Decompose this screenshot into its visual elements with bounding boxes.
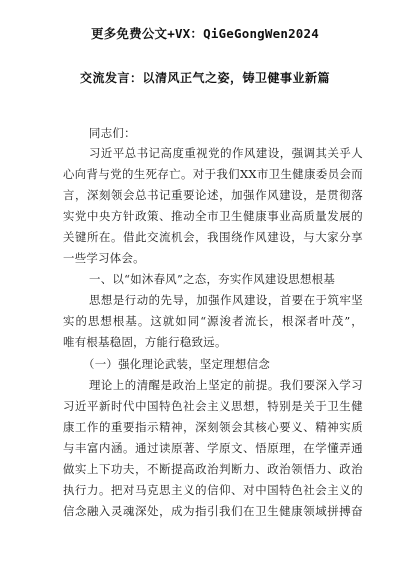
paragraph-line: 实的思想根基。这就如同“源浚者流长，根深者叶茂”， (63, 314, 363, 328)
paragraph-line: 习近平新时代中国特色社会主义思想，特别是关于卫生健 (63, 399, 363, 413)
paragraph-line: 言，深刻领会总书记重要论述，加强作风建设，是贯彻落 (63, 188, 363, 202)
paragraph-line: 理论上的清醒是政治上坚定的前提。我们要深入学习 (89, 378, 363, 392)
paragraph-line: 关键所在。借此交流机会，我围绕作风建设，与大家分享 (63, 230, 363, 244)
document-title: 交流发言：以清风正气之姿，铸卫健事业新篇 (79, 71, 330, 85)
paragraph-line: 实党中央方针政策、推动全市卫生健康事业高质量发展的 (63, 209, 363, 223)
paragraph-line: 唯有根基稳固，方能行稳致远。 (63, 335, 227, 349)
paragraph-line: 心向背与党的生死存亡。对于我们XX市卫生健康委员会而 (63, 167, 363, 181)
subsection-heading: （一）强化理论武装，坚定理想信念 (83, 357, 271, 371)
promo-watermark: 更多免费公文+VX：QiGeGongWen2024 (91, 26, 319, 41)
paragraph-line: 与丰富内涵。通过读原著、学原文、悟原理，在学懂弄通 (63, 441, 363, 455)
greeting: 同志们： (89, 126, 136, 140)
paragraph-line: 执行力。把对马克思主义的信仰、对中国特色社会主义的 (63, 483, 363, 497)
section-heading: 一、以“如沐春风”之态，夯实作风建设思想根基 (89, 272, 336, 286)
paragraph-line: 信念融入灵魂深处，成为指引我们在卫生健康领域拼搏奋 (63, 504, 363, 518)
paragraph-line: 做实上下功夫，不断提高政治判断力、政治领悟力、政治 (63, 462, 363, 476)
paragraph-line: 习近平总书记高度重视党的作风建设，强调其关乎人 (89, 146, 363, 160)
paragraph-line: 一些学习体会。 (63, 251, 145, 265)
paragraph-line: 思想是行动的先导，加强作风建设，首要在于筑牢坚 (89, 293, 363, 307)
paragraph-line: 康工作的重要指示精神，深刻领会其核心要义、精神实质 (63, 420, 363, 434)
